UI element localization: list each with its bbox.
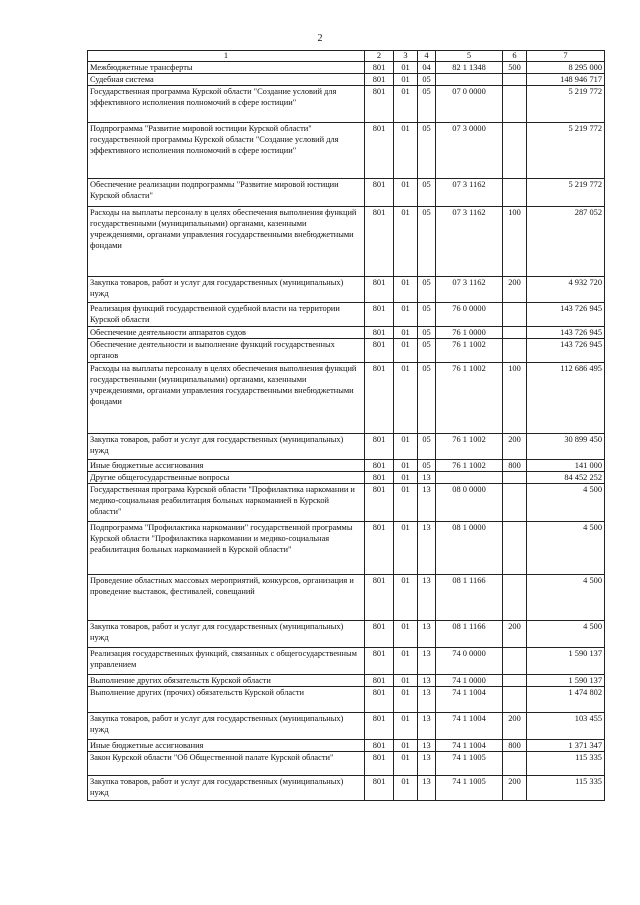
row-target-article-cell: 76 1 1002	[436, 339, 503, 363]
row-subsection-cell: 13	[418, 472, 436, 484]
row-section-cell: 01	[394, 303, 418, 327]
row-subsection-cell: 13	[418, 776, 436, 801]
row-section-cell: 01	[394, 522, 418, 575]
row-ministry-code-cell: 801	[365, 303, 394, 327]
table-row	[88, 207, 605, 277]
table-row	[88, 687, 605, 713]
row-name-cell: Обеспечение реализации подпрограммы "Развитие мировой юстиции Курской области"	[88, 179, 365, 207]
table-row	[88, 327, 605, 339]
row-expense-type-cell	[503, 752, 527, 776]
row-name-cell: Реализация государственных функций, связанных с общегосударственным управлением	[88, 648, 365, 675]
row-amount-cell: 4 500	[527, 575, 605, 621]
row-name-cell: Расходы на выплаты персоналу в целях обеспечения выполнения функций государственными (муниципальными) органами, казенными учреждениями, органами управления государственными внебюджетными фондами	[88, 207, 365, 277]
row-expense-type-cell	[503, 179, 527, 207]
row-subsection-cell: 13	[418, 621, 436, 648]
row-target-article-cell: 74 1 1004	[436, 713, 503, 740]
table-row	[88, 123, 605, 179]
row-amount-cell: 5 219 772	[527, 86, 605, 123]
row-section-cell: 01	[394, 752, 418, 776]
row-name-cell: Закупка товаров, работ и услуг для государственных (муниципальных) нужд	[88, 277, 365, 303]
row-section-cell: 01	[394, 648, 418, 675]
row-ministry-code-cell: 801	[365, 472, 394, 484]
row-name-cell: Закон Курской области "Об Общественной палате Курской области"	[88, 752, 365, 776]
row-subsection-cell: 05	[418, 363, 436, 434]
row-target-article-cell: 76 1 1002	[436, 434, 503, 460]
table-row	[88, 648, 605, 675]
row-expense-type-cell: 800	[503, 740, 527, 752]
table-row	[88, 339, 605, 363]
row-target-article-cell: 74 1 0000	[436, 675, 503, 687]
row-name-cell: Подпрограмма "Профилактика наркомании" государственной программы Курской области "Профилактика наркомании и медико-социальная реабилитация больных наркоманией в Курской области"	[88, 522, 365, 575]
table-row	[88, 460, 605, 472]
row-subsection-cell: 05	[418, 86, 436, 123]
col-header-4: 4	[418, 51, 436, 62]
table-body	[88, 62, 605, 801]
row-amount-cell: 287 052	[527, 207, 605, 277]
row-target-article-cell: 07 3 0000	[436, 123, 503, 179]
row-subsection-cell: 05	[418, 277, 436, 303]
row-expense-type-cell	[503, 339, 527, 363]
row-ministry-code-cell: 801	[365, 327, 394, 339]
row-section-cell: 01	[394, 575, 418, 621]
table-row	[88, 277, 605, 303]
row-target-article-cell: 82 1 1348	[436, 62, 503, 74]
row-name-cell: Расходы на выплаты персоналу в целях обеспечения выполнения функций государственными (муниципальными) органами, казенными учреждениями, органами управления государственными внебюджетными фондами	[88, 363, 365, 434]
row-expense-type-cell	[503, 303, 527, 327]
row-subsection-cell: 13	[418, 675, 436, 687]
row-target-article-cell: 07 3 1162	[436, 207, 503, 277]
row-subsection-cell: 13	[418, 484, 436, 522]
row-amount-cell: 148 946 717	[527, 74, 605, 86]
table-row	[88, 472, 605, 484]
row-amount-cell: 4 500	[527, 621, 605, 648]
row-amount-cell: 1 590 137	[527, 648, 605, 675]
row-target-article-cell: 08 1 1166	[436, 575, 503, 621]
row-target-article-cell: 07 3 1162	[436, 277, 503, 303]
table-row	[88, 62, 605, 74]
row-expense-type-cell	[503, 123, 527, 179]
row-ministry-code-cell: 801	[365, 363, 394, 434]
row-ministry-code-cell: 801	[365, 434, 394, 460]
row-ministry-code-cell: 801	[365, 123, 394, 179]
table-row	[88, 776, 605, 801]
row-amount-cell: 103 455	[527, 713, 605, 740]
row-expense-type-cell	[503, 86, 527, 123]
row-subsection-cell: 05	[418, 123, 436, 179]
row-amount-cell: 143 726 945	[527, 327, 605, 339]
row-subsection-cell: 13	[418, 687, 436, 713]
row-section-cell: 01	[394, 776, 418, 801]
row-section-cell: 01	[394, 740, 418, 752]
row-name-cell: Выполнение других (прочих) обязательств Курской области	[88, 687, 365, 713]
row-section-cell: 01	[394, 363, 418, 434]
row-target-article-cell: 74 1 1004	[436, 687, 503, 713]
row-ministry-code-cell: 801	[365, 179, 394, 207]
row-amount-cell: 1 371 347	[527, 740, 605, 752]
row-target-article-cell	[436, 74, 503, 86]
row-name-cell: Судебная система	[88, 74, 365, 86]
row-amount-cell: 5 219 772	[527, 179, 605, 207]
row-expense-type-cell	[503, 484, 527, 522]
row-name-cell: Иные бюджетные ассигнования	[88, 460, 365, 472]
col-header-6: 6	[503, 51, 527, 62]
row-section-cell: 01	[394, 179, 418, 207]
row-expense-type-cell: 200	[503, 277, 527, 303]
table-row	[88, 484, 605, 522]
row-subsection-cell: 05	[418, 327, 436, 339]
row-amount-cell: 4 500	[527, 522, 605, 575]
row-ministry-code-cell: 801	[365, 776, 394, 801]
row-target-article-cell: 76 1 1002	[436, 460, 503, 472]
row-name-cell: Другие общегосударственные вопросы	[88, 472, 365, 484]
row-amount-cell: 115 335	[527, 776, 605, 801]
row-amount-cell: 143 726 945	[527, 303, 605, 327]
table-row	[88, 303, 605, 327]
table-row	[88, 713, 605, 740]
row-section-cell: 01	[394, 277, 418, 303]
row-section-cell: 01	[394, 434, 418, 460]
row-subsection-cell: 13	[418, 648, 436, 675]
row-expense-type-cell	[503, 327, 527, 339]
row-amount-cell: 1 474 802	[527, 687, 605, 713]
row-ministry-code-cell: 801	[365, 713, 394, 740]
row-amount-cell: 8 295 000	[527, 62, 605, 74]
col-header-2: 2	[365, 51, 394, 62]
row-section-cell: 01	[394, 339, 418, 363]
row-target-article-cell: 08 1 0000	[436, 522, 503, 575]
row-ministry-code-cell: 801	[365, 277, 394, 303]
row-expense-type-cell: 200	[503, 776, 527, 801]
table-row	[88, 621, 605, 648]
row-expense-type-cell: 200	[503, 713, 527, 740]
row-target-article-cell: 76 1 1002	[436, 363, 503, 434]
row-subsection-cell: 13	[418, 575, 436, 621]
row-subsection-cell: 05	[418, 434, 436, 460]
row-amount-cell: 84 452 252	[527, 472, 605, 484]
row-section-cell: 01	[394, 74, 418, 86]
row-amount-cell: 5 219 772	[527, 123, 605, 179]
row-section-cell: 01	[394, 123, 418, 179]
row-name-cell: Межбюджетные трансферты	[88, 62, 365, 74]
table-row	[88, 752, 605, 776]
table-row	[88, 179, 605, 207]
row-amount-cell: 141 000	[527, 460, 605, 472]
row-target-article-cell: 08 1 1166	[436, 621, 503, 648]
row-section-cell: 01	[394, 713, 418, 740]
row-subsection-cell: 13	[418, 522, 436, 575]
row-ministry-code-cell: 801	[365, 86, 394, 123]
column-number-row	[88, 51, 605, 62]
row-name-cell: Закупка товаров, работ и услуг для государственных (муниципальных) нужд	[88, 713, 365, 740]
row-name-cell: Проведение областных массовых мероприятий, конкурсов, организация и проведение выставок, фестивалей, совещаний	[88, 575, 365, 621]
row-target-article-cell: 74 1 1005	[436, 752, 503, 776]
row-section-cell: 01	[394, 207, 418, 277]
col-header-1: 1	[88, 51, 365, 62]
row-target-article-cell: 74 0 0000	[436, 648, 503, 675]
row-amount-cell: 4 932 720	[527, 277, 605, 303]
row-expense-type-cell: 500	[503, 62, 527, 74]
row-expense-type-cell	[503, 675, 527, 687]
row-name-cell: Государственная програма Курской области "Профилактика наркомании и медико-социальная реабилитация больных наркоманией в Курской области"	[88, 484, 365, 522]
table-row	[88, 363, 605, 434]
row-target-article-cell: 74 1 1005	[436, 776, 503, 801]
row-expense-type-cell	[503, 472, 527, 484]
row-subsection-cell: 13	[418, 713, 436, 740]
row-subsection-cell: 05	[418, 303, 436, 327]
row-name-cell: Выполнение других обязательств Курской области	[88, 675, 365, 687]
row-name-cell: Реализация функций государственной судебной власти на территории Курской области	[88, 303, 365, 327]
row-name-cell: Закупка товаров, работ и услуг для государственных (муниципальных) нужд	[88, 434, 365, 460]
row-subsection-cell: 05	[418, 339, 436, 363]
row-expense-type-cell	[503, 648, 527, 675]
row-section-cell: 01	[394, 675, 418, 687]
row-amount-cell: 143 726 945	[527, 339, 605, 363]
row-expense-type-cell: 200	[503, 434, 527, 460]
row-target-article-cell: 07 3 1162	[436, 179, 503, 207]
row-expense-type-cell: 100	[503, 363, 527, 434]
table-row	[88, 434, 605, 460]
row-section-cell: 01	[394, 472, 418, 484]
table-row	[88, 675, 605, 687]
row-ministry-code-cell: 801	[365, 675, 394, 687]
row-amount-cell: 115 335	[527, 752, 605, 776]
row-name-cell: Иные бюджетные ассигнования	[88, 740, 365, 752]
row-amount-cell: 30 899 450	[527, 434, 605, 460]
row-target-article-cell: 74 1 1004	[436, 740, 503, 752]
row-ministry-code-cell: 801	[365, 687, 394, 713]
row-ministry-code-cell: 801	[365, 648, 394, 675]
row-section-cell: 01	[394, 484, 418, 522]
table-row	[88, 575, 605, 621]
row-name-cell: Закупка товаров, работ и услуг для государственных (муниципальных) нужд	[88, 776, 365, 801]
row-subsection-cell: 13	[418, 752, 436, 776]
row-target-article-cell: 76 1 0000	[436, 327, 503, 339]
row-name-cell: Закупка товаров, работ и услуг для государственных (муниципальных) нужд	[88, 621, 365, 648]
row-ministry-code-cell: 801	[365, 522, 394, 575]
col-header-5: 5	[436, 51, 503, 62]
page-number: 2	[317, 33, 323, 44]
col-header-7: 7	[527, 51, 605, 62]
row-expense-type-cell	[503, 74, 527, 86]
row-expense-type-cell: 800	[503, 460, 527, 472]
row-name-cell: Обеспечение деятельности аппаратов судов	[88, 327, 365, 339]
row-name-cell: Государственная программа Курской области "Создание условий для эффективного исполнения полномочий в сфере юстиции"	[88, 86, 365, 123]
row-amount-cell: 1 590 137	[527, 675, 605, 687]
row-expense-type-cell	[503, 522, 527, 575]
row-section-cell: 01	[394, 62, 418, 74]
row-section-cell: 01	[394, 327, 418, 339]
row-expense-type-cell	[503, 687, 527, 713]
row-subsection-cell: 05	[418, 74, 436, 86]
table-row	[88, 740, 605, 752]
row-ministry-code-cell: 801	[365, 621, 394, 648]
row-section-cell: 01	[394, 621, 418, 648]
row-ministry-code-cell: 801	[365, 62, 394, 74]
row-section-cell: 01	[394, 86, 418, 123]
row-target-article-cell: 08 0 0000	[436, 484, 503, 522]
row-expense-type-cell	[503, 575, 527, 621]
row-expense-type-cell: 200	[503, 621, 527, 648]
row-ministry-code-cell: 801	[365, 752, 394, 776]
row-ministry-code-cell: 801	[365, 575, 394, 621]
row-subsection-cell: 13	[418, 740, 436, 752]
budget-table	[87, 50, 605, 801]
row-ministry-code-cell: 801	[365, 740, 394, 752]
row-ministry-code-cell: 801	[365, 207, 394, 277]
row-target-article-cell: 07 0 0000	[436, 86, 503, 123]
row-name-cell: Обеспечение деятельности и выполнение функций государственных органов	[88, 339, 365, 363]
table-row	[88, 74, 605, 86]
row-subsection-cell: 05	[418, 460, 436, 472]
row-ministry-code-cell: 801	[365, 74, 394, 86]
row-section-cell: 01	[394, 460, 418, 472]
row-name-cell: Подпрограмма "Развитие мировой юстиции Курской области" государственной программы Курской области "Создание условий для эффективного исполнения полномочий в сфере юстиции"	[88, 123, 365, 179]
row-target-article-cell: 76 0 0000	[436, 303, 503, 327]
row-ministry-code-cell: 801	[365, 339, 394, 363]
row-section-cell: 01	[394, 687, 418, 713]
col-header-3: 3	[394, 51, 418, 62]
row-subsection-cell: 04	[418, 62, 436, 74]
table-row	[88, 522, 605, 575]
row-amount-cell: 112 686 495	[527, 363, 605, 434]
row-subsection-cell: 05	[418, 207, 436, 277]
row-target-article-cell	[436, 472, 503, 484]
row-subsection-cell: 05	[418, 179, 436, 207]
row-amount-cell: 4 500	[527, 484, 605, 522]
row-expense-type-cell: 100	[503, 207, 527, 277]
row-ministry-code-cell: 801	[365, 460, 394, 472]
table-row	[88, 86, 605, 123]
row-ministry-code-cell: 801	[365, 484, 394, 522]
